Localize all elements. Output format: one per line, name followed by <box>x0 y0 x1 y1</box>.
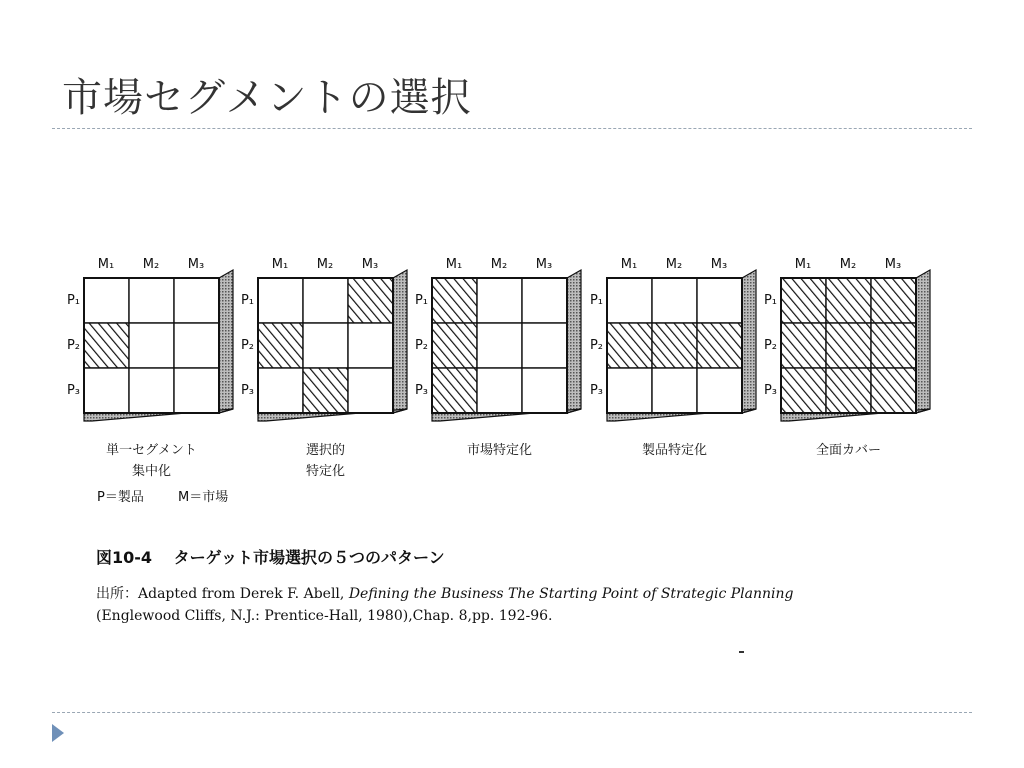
pattern-label-line: 製品特定化 <box>641 443 707 458</box>
matrix-cell <box>522 368 567 413</box>
row-label: P₃ <box>589 383 603 398</box>
matrix-cell <box>652 368 697 413</box>
legend-market: M＝市場 <box>177 490 229 505</box>
row-label: P₂ <box>240 338 254 353</box>
column-label: M₃ <box>187 257 205 272</box>
pattern-label-line: 選択的 <box>305 443 345 458</box>
matrix-cell-shaded <box>781 278 826 323</box>
matrix-cell <box>348 368 393 413</box>
matrix-cell-shaded <box>258 323 303 368</box>
matrix-cell-shaded <box>303 368 348 413</box>
matrix-side-face <box>742 270 756 413</box>
matrix-cell-shaded <box>826 323 871 368</box>
matrix-cell <box>303 278 348 323</box>
matrix-cell-shaded <box>652 323 697 368</box>
matrix-side-face <box>567 270 581 413</box>
stray-mark <box>739 651 744 653</box>
matrix-cell-shaded <box>781 368 826 413</box>
matrix-cell-shaded <box>697 323 742 368</box>
column-label: M₂ <box>142 257 160 272</box>
pattern-label-3 <box>422 440 577 461</box>
column-label: M₁ <box>271 257 289 272</box>
matrix-cell <box>477 368 522 413</box>
matrix-cell <box>477 323 522 368</box>
matrix-cell-shaded <box>432 323 477 368</box>
matrix-cell <box>522 278 567 323</box>
row-label: P₃ <box>763 383 777 398</box>
matrix-cell-shaded <box>826 368 871 413</box>
pattern-label-5 <box>771 440 926 461</box>
source-line-1 <box>96 583 916 605</box>
row-label: P₂ <box>414 338 428 353</box>
column-label: M₃ <box>361 257 379 272</box>
column-label: M₃ <box>710 257 728 272</box>
slide-nav-triangle-icon <box>52 724 64 742</box>
matrix-cell <box>477 278 522 323</box>
row-label: P₂ <box>763 338 777 353</box>
matrix-cell <box>522 323 567 368</box>
caption-text: ターゲット市場選択の５つのパターン <box>173 548 445 567</box>
matrix-cell <box>258 278 303 323</box>
matrix-cell <box>607 368 652 413</box>
matrix-2 <box>241 257 407 421</box>
column-label: M₁ <box>97 257 115 272</box>
matrix-cell <box>129 368 174 413</box>
matrix-cell <box>652 278 697 323</box>
matrix-cell-shaded <box>826 278 871 323</box>
row-label: P₁ <box>66 293 80 308</box>
pattern-label-4 <box>597 440 752 461</box>
caption-number: 図10-4 <box>96 548 153 567</box>
row-label: P₃ <box>66 383 80 398</box>
matrix-side-face <box>219 270 233 413</box>
column-label: M₃ <box>535 257 553 272</box>
pattern-label-1 <box>74 440 229 482</box>
column-label: M₁ <box>445 257 463 272</box>
matrix-cell-shaded <box>432 278 477 323</box>
matrix-4 <box>590 257 756 421</box>
row-label: P₁ <box>240 293 254 308</box>
matrix-1 <box>67 257 233 421</box>
column-label: M₂ <box>665 257 683 272</box>
matrix-cell-shaded <box>871 278 916 323</box>
matrix-cell <box>697 368 742 413</box>
pattern-label-line: 集中化 <box>131 464 171 479</box>
matrix-cell-shaded <box>348 278 393 323</box>
column-label: M₁ <box>794 257 812 272</box>
matrix-cell <box>174 323 219 368</box>
legend-product: P＝製品 <box>97 490 144 505</box>
matrix-cell <box>174 368 219 413</box>
pattern-label-line: 単一セグメント <box>106 443 197 458</box>
source-prefix: 出所：Adapted from Derek F. Abell, <box>96 586 349 602</box>
matrix-cell-shaded <box>84 323 129 368</box>
matrix-cell-shaded <box>432 368 477 413</box>
row-label: P₃ <box>414 383 428 398</box>
row-label: P₂ <box>66 338 80 353</box>
column-label: M₂ <box>839 257 857 272</box>
column-label: M₁ <box>620 257 638 272</box>
row-label: P₁ <box>589 293 603 308</box>
matrix-cell-shaded <box>871 368 916 413</box>
row-label: P₁ <box>763 293 777 308</box>
matrix-5 <box>764 257 930 421</box>
matrix-cell-shaded <box>871 323 916 368</box>
matrix-3 <box>415 257 581 421</box>
matrix-cell <box>258 368 303 413</box>
row-label: P₃ <box>240 383 254 398</box>
row-label: P₂ <box>589 338 603 353</box>
matrix-cell <box>84 368 129 413</box>
figure-caption <box>96 545 445 568</box>
matrix-cell <box>348 323 393 368</box>
matrix-cell-shaded <box>607 323 652 368</box>
source-line-2: (Englewood Cliffs, N.J.: Prentice-Hall, 1980),Chap. 8,pp. 192-96. <box>96 608 553 624</box>
matrix-cell <box>129 278 174 323</box>
slide-title: 市場セグメントの選択 <box>62 75 472 121</box>
legend <box>97 486 228 505</box>
source-citation <box>96 583 916 627</box>
row-label: P₁ <box>414 293 428 308</box>
column-label: M₂ <box>490 257 508 272</box>
matrix-side-face <box>916 270 930 413</box>
matrix-cell <box>174 278 219 323</box>
pattern-label-2 <box>248 440 403 482</box>
matrix-cell <box>303 323 348 368</box>
matrix-cell-shaded <box>781 323 826 368</box>
matrix-cell <box>697 278 742 323</box>
column-label: M₃ <box>884 257 902 272</box>
matrix-side-face <box>393 270 407 413</box>
source-book-title: Defining the Business The Starting Point of Strategic Planning <box>348 586 794 602</box>
matrix-cell <box>607 278 652 323</box>
column-label: M₂ <box>316 257 334 272</box>
matrix-cell <box>129 323 174 368</box>
pattern-label-line: 特定化 <box>305 464 345 479</box>
pattern-label-line: 市場特定化 <box>466 443 532 458</box>
matrix-cell <box>84 278 129 323</box>
footer-divider <box>52 712 972 713</box>
pattern-label-line: 全面カバー <box>815 443 881 458</box>
